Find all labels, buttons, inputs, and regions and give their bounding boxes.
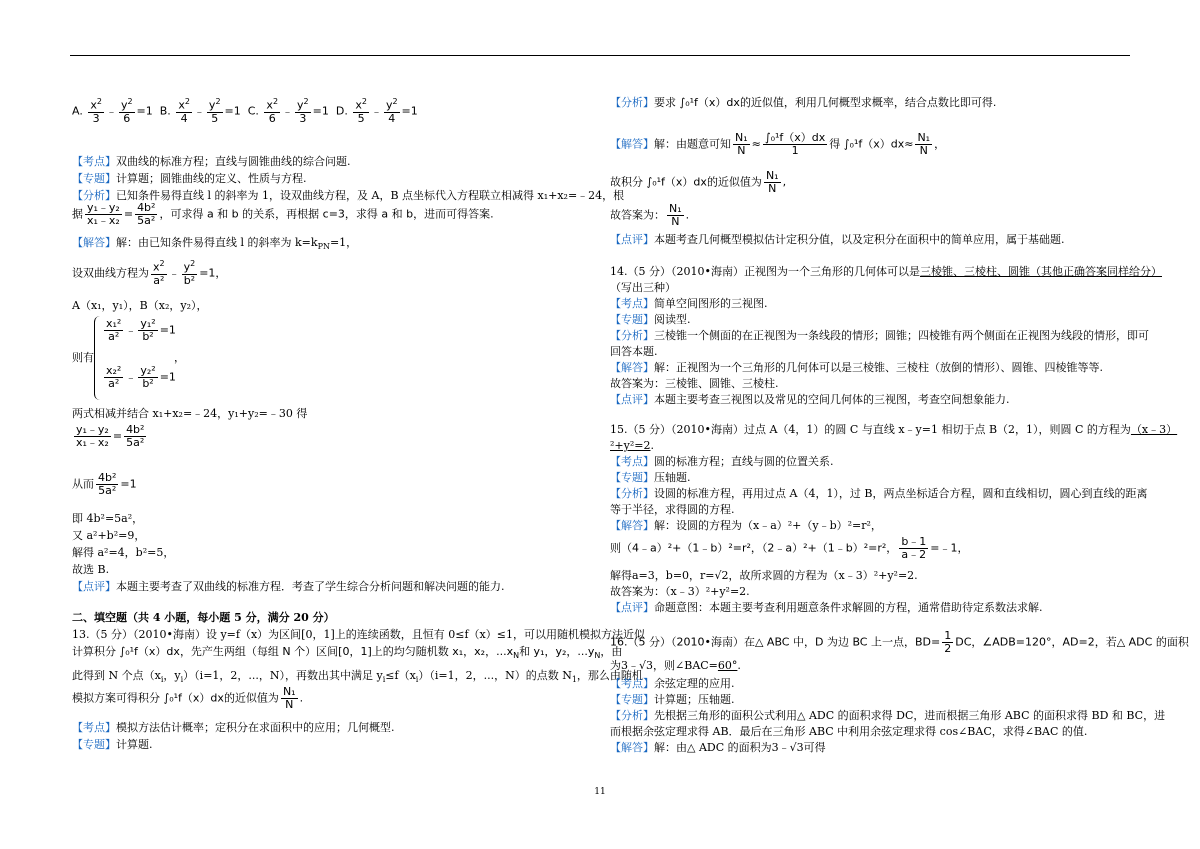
zhuanti-line: 【专题】计算题；圆锥曲线的定义、性质与方程. xyxy=(72,172,307,185)
q15-fenxi: 【分析】设圆的标准方程，再用过点 A（4，1），过 B，两点坐标适合方程，圆和直线相切，圆心到直线的距离 xyxy=(610,487,1148,500)
q13-approx: 故积分 ∫₀¹f（x）dx的近似值为 $\frac{\text{N₁}}{N}$ , xyxy=(610,169,787,196)
q14-zhuanti: 【专题】阅读型. xyxy=(610,313,691,326)
q13-fenxi: 【分析】要求 ∫₀¹f（x）dx的近似值，利用几何概型求概率，结合点数比即可得. xyxy=(610,96,997,109)
q14-stem: 14.（5 分）（2010•海南）正视图为一个三角形的几何体可以是三棱锥、三棱柱、圆锥（其他正确答案同样给分） xyxy=(610,265,1162,278)
q14-dianping: 【点评】本题主要考查三视图以及常见的空间几何体的三视图，考查空间想象能力. xyxy=(610,393,1010,406)
q15-sol: 解得a=3，b=0，r=√2，故所求圆的方程为（x﹣3）²+y²=2. xyxy=(610,569,918,582)
dianping-line: 【点评】本题主要考查了双曲线的标准方程．考查了学生综合分析问题和解决问题的能力. xyxy=(72,580,505,593)
fenxi-line-2: 据 $\frac{\text{y₁﹣y₂}}{\text{x₁﹣x₂}}$ = $\frac{\text{4b²}}{\text{5a²}}$ ，可求得 a 和 b 的关系，再根据 c=3，求得 a 和 b，进而可得答案. xyxy=(72,201,494,228)
q13-answer: 故答案为： $\frac{\text{N₁}}{N}$ . xyxy=(610,202,690,229)
q16-stem-2: 为3﹣√3，则∠BAC=60°. xyxy=(610,659,741,672)
q15-stem-2: ²+y²=2. xyxy=(610,439,654,452)
fenxi-line: 【分析】已知条件易得直线 l 的斜率为 1，设双曲线方程，及 A，B 点坐标代入方程联立相减得 x₁+x₂=﹣24，根 xyxy=(72,189,625,202)
line-4b: 即 4b²=5a²， xyxy=(72,512,144,525)
q13-kaodian: 【考点】模拟方法估计概率；定积分在求面积中的应用；几何概型. xyxy=(72,721,395,734)
ratio-eq: $\frac{\text{y₁﹣y₂}}{\text{x₁﹣x₂}}$ = $\frac{\text{4b²}}{\text{5a²}}$ xyxy=(76,423,145,450)
q14-kaodian: 【考点】简单空间图形的三视图. xyxy=(610,297,768,310)
q16-jieda: 【解答】解：由△ ADC 的面积为3﹣√3可得 xyxy=(610,741,826,754)
line-choose: 故选 B. xyxy=(72,563,110,576)
system-eq-2: $\frac{\text{x₂²}}{\text{a²}}$ ﹣ $\frac{\text{y₂²}}{\text{b²}}$ =1 xyxy=(106,364,176,391)
hyperbola-setup: 设双曲线方程为 $\frac{x^2}{\text{a²}}$ ﹣ $\frac{y^2}{\text{b²}}$ =1， xyxy=(72,259,227,287)
q14-answer: 故答案为：三棱锥、圆锥、三棱柱. xyxy=(610,377,779,390)
q16-fenxi-2: 而根据余弦定理求得 AB．最后在三角形 ABC 中利用余弦定理求得 cos∠BAC，求得∠BAC 的值. xyxy=(610,725,1088,738)
system-eq-1: $\frac{\text{x₁²}}{\text{a²}}$ ﹣ $\frac{\text{y₁²}}{\text{b²}}$ =1 xyxy=(106,317,176,344)
q15-then: 则（4﹣a）²+（1﹣b）²=r²，（2﹣a）²+（1﹣b）²=r²， $\frac{b﹣1}{a﹣2}$ =﹣1， xyxy=(610,535,969,562)
subtract-line: 两式相减并结合 x₁+x₂=﹣24，y₁+y₂=﹣30 得 xyxy=(72,407,308,420)
points-line: A（x₁，y₁），B（x₂，y₂）， xyxy=(72,299,208,312)
q15-zhuanti: 【专题】压轴题. xyxy=(610,471,691,484)
q16-zhuanti: 【专题】计算题；压轴题. xyxy=(610,693,735,706)
q13-dianping: 【点评】本题考查几何概型模拟估计定积分值，以及定积分在面积中的简单应用，属于基础题. xyxy=(610,233,1065,246)
cong-er-eq: 从而 $\frac{\text{4b²}}{\text{5a²}}$ =1 xyxy=(72,471,137,498)
q15-answer: 故答案为：（x﹣3）²+y²=2. xyxy=(610,585,750,598)
q15-dianping: 【点评】命题意图：本题主要考查利用题意条件求解圆的方程，通常借助待定系数法求解. xyxy=(610,601,1043,614)
q13-line-4: 模拟方案可得积分 ∫₀¹f（x）dx的近似值为 $\frac{\text{N₁}}{N}$ . xyxy=(72,685,304,712)
choice-options: A. $\frac{x^2}{3}$ ﹣ $\frac{y^2}{6}$ =1 B. $\frac{x^2}{4}$ ﹣ $\frac{y^2}{5}$ =1 C. $\frac{x^2}{6}$ ﹣ $\frac{y^2}{3}$ =1 D. $\frac{x^2}{5}$ ﹣ $\frac{y^2}{4}$ =1 xyxy=(72,97,418,125)
q16-fenxi: 【分析】先根据三角形的面积公式利用△ ADC 的面积求得 DC，进而根据三角形 ABC 的面积求得 BD 和 BC，进 xyxy=(610,709,1166,722)
q16-stem: 16.（5 分）（2010•海南）在△ ABC 中，D 为边 BC 上一点，BD= $\frac{1}{2}$ DC，∠ADB=120°，AD=2，若△ ADC 的面积 xyxy=(610,629,1189,656)
q13-jieda: 【解答】解：由题意可知 $\frac{\text{N₁}}{N}$ ≈ $\frac{\text{∫₀¹f（x）dx}}{1}$ 得 ∫₀¹f（x）dx≈ $\frac{\text{N₁}}{N}$ ， xyxy=(610,131,946,158)
q13-line-1: 13.（5 分）（2010•海南）设 y=f（x）为区间[0，1]上的连续函数，且恒有 0≤f（x）≤1，可以用随机模拟方法近似 xyxy=(72,628,645,641)
then-label: 则有 ， xyxy=(72,351,185,364)
q15-stem: 15.（5 分）（2010•海南）过点 A（4，1）的圆 C 与直线 x﹣y=1 相切于点 B（2，1），则圆 C 的方程为（x﹣3） xyxy=(610,423,1178,436)
section-title: 二、填空题（共 4 小题，每小题 5 分，满分 20 分） xyxy=(72,611,335,624)
q16-kaodian: 【考点】余弦定理的应用. xyxy=(610,677,735,690)
q14-fenxi-2: 回答本题. xyxy=(610,345,658,358)
line-sol: 解得 a²=4，b²=5， xyxy=(72,546,175,559)
q13-line-2: 计算积分 ∫₀¹f（x）dx，先产生两组（每组 N 个）区间[0，1]上的均匀随机数 x₁，x₂，$...x_N$和 y₁，y₂，$...y_N$，由 xyxy=(72,645,623,661)
q14-jieda: 【解答】解：正视图为一个三角形的几何体可以是三棱锥、三棱柱（放倒的情形）、圆锥、四棱锥等等. xyxy=(610,361,1103,374)
q13-zhuanti: 【专题】计算题. xyxy=(72,738,153,751)
q13-line-3: 此得到 N 个点（$x_i$，$y_i)(i=1$，2，...，N），再数出其中满足 $y_i\le f(x_i)(i=1$，2，...，N）的点数 $N_1$，那么由随机 xyxy=(72,669,643,685)
kaodian-line: 【考点】双曲线的标准方程；直线与圆锥曲线的综合问题. xyxy=(72,155,351,168)
q15-kaodian: 【考点】圆的标准方程；直线与圆的位置关系. xyxy=(610,455,834,468)
q14-fenxi: 【分析】三棱锥一个侧面的在正视图为一条线段的情形；圆锥；四棱锥有两个侧面在正视图为线段的情形，即可 xyxy=(610,329,1149,342)
q14-stem-2: （写出三种） xyxy=(610,281,676,294)
q15-fenxi-2: 等于半径，求得圆的方程. xyxy=(610,503,735,516)
line-sum: 又 a²+b²=9， xyxy=(72,529,146,542)
page-number: 11 xyxy=(594,787,606,797)
q15-jieda: 【解答】解：设圆的方程为（x﹣a）²+（y﹣b）²=r²， xyxy=(610,519,882,532)
jieda-line: 【解答】解：由已知条件易得直线 l 的斜率为 $k=k_{PN}=1$， xyxy=(72,236,358,252)
header-rule xyxy=(70,55,1130,56)
